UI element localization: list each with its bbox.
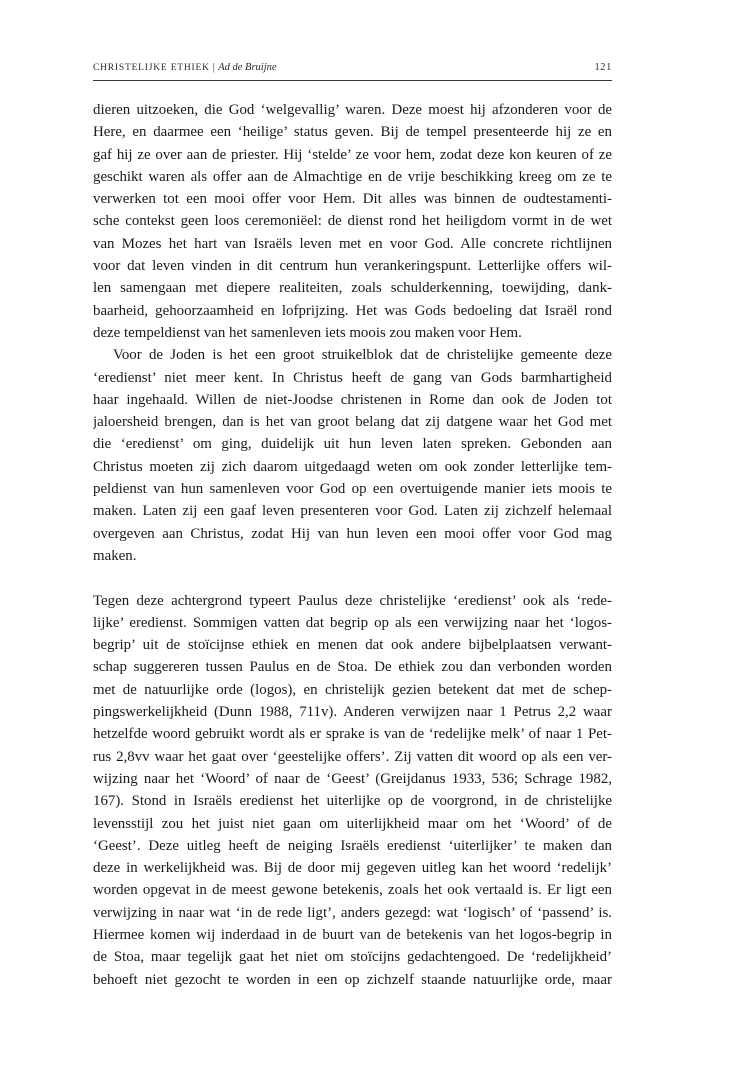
- running-header: [93, 62, 612, 78]
- paragraph-3: [93, 590, 612, 991]
- text-line: rus 2,8vv waar het gaat over ‘geestelijke offers’. Zij vatten dit woord op als een ver-: [93, 748, 612, 765]
- text-line: pingswerkelijkheid (Dunn 1988, 711v). Anderen verwijzen naar 1 Petrus 2,2 waar: [93, 704, 612, 721]
- book-title: CHRISTELIJKE ETHIEK: [93, 63, 210, 73]
- text-line: maken. Laten zij een gaaf leven presenteren voor God. Laten zij zichzelf helemaal: [93, 503, 612, 520]
- text-line: verwerken tot een mooi offer voor Hem. Dit alles was binnen de oudtestamenti-: [93, 191, 612, 208]
- text-line: baarheid, gehoorzaamheid en lofprijzing. Het was Gods bedoeling dat Israël rond: [93, 302, 612, 319]
- text-line: lijke’ eredienst. Sommigen vatten dat begrip op als een verwijzing naar het ‘logos-: [93, 614, 612, 631]
- text-line: levensstijl zou het juist niet gaan om uiterlijkheid maar om het ‘Woord’ of de: [93, 815, 612, 832]
- author-name: Ad de Bruijne: [218, 62, 277, 73]
- paragraph-1: [93, 99, 612, 344]
- text-line: deze in werkelijkheid was. Bij de door mij gegeven uitleg kan het woord ‘redelijk’: [93, 860, 612, 877]
- text-line: dieren uitzoeken, die God ‘welgevallig’ waren. Deze moest hij afzonderen voor de: [93, 102, 612, 118]
- page-number: 121: [594, 62, 612, 73]
- text-line: jaloersheid brengen, dan is het van groot belang dat zij datgene waar het God met: [93, 414, 612, 431]
- text-line: len samengaan met diepere realiteiten, zoals schulderkenning, toewijding, dank-: [93, 280, 612, 297]
- header-separator: |: [212, 62, 216, 73]
- running-header-left: [93, 62, 277, 73]
- text-line: worden opgevat in de meest gewone betekenis, zoals het ook vertaald is. Er ligt een: [93, 882, 612, 899]
- header-rule: [93, 80, 612, 81]
- text-line: voor dat leven vinden in dit centrum hun verankeringspunt. Letterlijke offers wil-: [93, 258, 612, 275]
- text-line: behoeft niet gezocht te worden in een op zichzelf staande natuurlijke orde, maar: [93, 971, 612, 988]
- text-line: ‘eredienst’ niet meer kent. In Christus heeft de gang van Gods barmhartigheid: [93, 369, 612, 386]
- text-line: overgeven aan Christus, zodat Hij van hun leven een mooi offer voor God mag: [93, 525, 612, 542]
- text-line: 167). Stond in Israëls eredienst het uiterlijke op de voorgrond, in de christelijke: [93, 793, 612, 810]
- text-line: Christus moeten zij zich daarom uitgedaagd weten om ook zonder letterlijke tem-: [93, 458, 612, 475]
- text-line: maken.: [93, 547, 137, 564]
- text-line: ‘Geest’. Deze uitleg heeft de neiging Israëls eredienst ‘uiterlijker’ te maken dan: [93, 837, 612, 854]
- section-break: [93, 567, 612, 589]
- text-line: verwijzing in naar wat ‘in de rede ligt’, anders gezegd: wat ‘logisch’ of ‘passend’ is.: [93, 904, 612, 921]
- text-line: hetzelfde woord gebruikt wordt als er sprake is van de ‘redelijke melk’ of naar 1 Pet-: [93, 726, 612, 743]
- text-line: schap suggereren tussen Paulus en de Stoa. De ethiek zou dan verbonden worden: [93, 659, 612, 676]
- text-line: sche contekst geen loos ceremoniëel: de dienst rond het heiligdom vormt in de wet: [93, 213, 612, 230]
- text-line: van Mozes het hart van Israëls leven met en voor God. Alle concrete richtlijnen: [93, 235, 612, 252]
- body-text: [93, 99, 612, 991]
- text-line: haar ingehaald. Willen de niet-Joodse christenen in Rome dan ook de Joden tot: [93, 391, 612, 408]
- text-line: die ‘eredienst’ om ging, duidelijk uit hun leven laten spreken. Gebonden aan: [93, 436, 612, 453]
- text-line: begrip’ uit de stoïcijnse ethiek en menen dat ook andere bijbelplaatsen verwant-: [93, 637, 612, 654]
- text-line: Tegen deze achtergrond typeert Paulus deze christelijke ‘eredienst’ ook als ‘rede-: [93, 592, 612, 609]
- text-line: Here, en daarmee een ‘heilige’ status geven. Bij de tempel presenteerde hij ze en: [93, 124, 612, 141]
- text-line: gaf hij ze over aan de priester. Hij ‘stelde’ ze voor hem, zodat deze kon keuren of ze: [93, 146, 612, 163]
- text-line: geschikt waren als offer aan de Almachtige en de vrije beschikking kreeg om ze te: [93, 168, 612, 185]
- text-line: wijzing naar het ‘Woord’ of naar de ‘Geest’ (Greijdanus 1933, 536; Schrage 1982,: [93, 770, 612, 787]
- text-line: met de natuurlijke orde (logos), en christelijk gezien betekent dat met de schep-: [93, 681, 612, 698]
- text-line: peldienst van hun samenleven voor God op een overtuigende manier iets moois te: [93, 481, 612, 498]
- paragraph-2: [93, 344, 612, 567]
- text-line: Hiermee komen wij inderdaad in de buurt van de betekenis van het logos-begrip in: [93, 926, 612, 943]
- text-line: de Stoa, maar tegelijk gaat het niet om stoïcijns gedachtengoed. De ‘redelijkheid’: [93, 949, 612, 966]
- text-line: deze tempeldienst van het samenleven iets moois zou maken voor Hem.: [93, 324, 522, 341]
- text-line: Voor de Joden is het een groot struikelblok dat de christelijke gemeente deze: [113, 347, 612, 364]
